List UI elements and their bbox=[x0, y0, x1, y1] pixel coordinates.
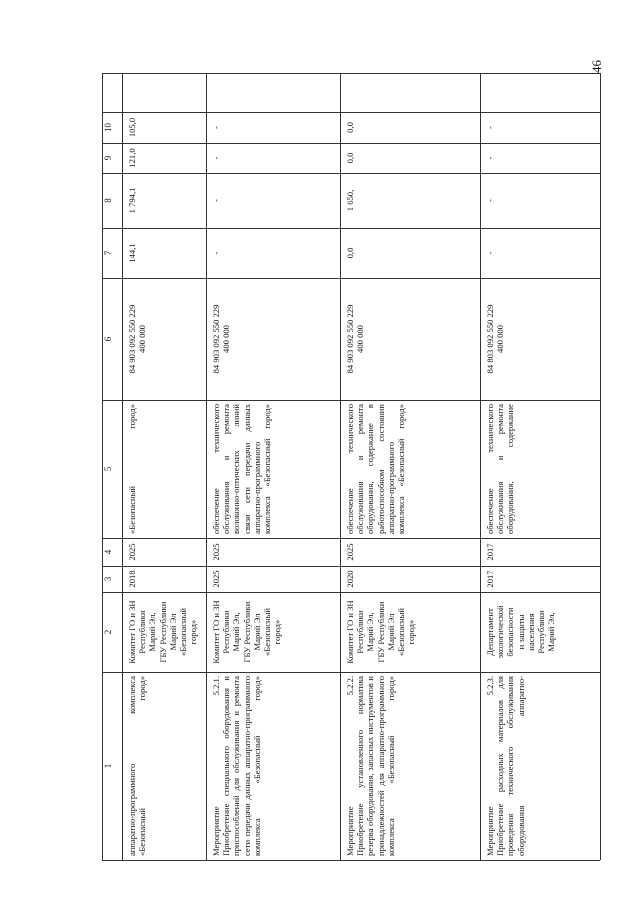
header-cell-3: 3 bbox=[103, 576, 113, 582]
table-border bbox=[600, 73, 601, 860]
row-2-cell-4: 2025 bbox=[211, 543, 221, 561]
row-4-cell-2: Департамент экологической безопасности и защиты населения Республики Марий Эл, bbox=[485, 605, 557, 659]
row-4-cell-3: 2017 bbox=[485, 570, 495, 588]
header-cell-4: 4 bbox=[103, 549, 113, 555]
row-4-cell-9: - bbox=[485, 156, 495, 160]
row-separator bbox=[480, 73, 481, 860]
row-1-cell-6: 84 903 092 550 229 400 000 bbox=[127, 304, 148, 374]
row-1-cell-9: 121,0 bbox=[127, 148, 137, 168]
row-4-cell-4: 2017 bbox=[485, 543, 495, 561]
header-cell-2: 2 bbox=[103, 629, 113, 635]
column-separator bbox=[102, 73, 600, 74]
row-1-cell-1: аппаратно-программного комплекса «Безопасный город» bbox=[127, 676, 148, 856]
row-4-cell-5: обеспечение технического обслуживания и ремонта оборудования, содержание bbox=[485, 404, 516, 534]
row-1-cell-4: 2025 bbox=[127, 543, 137, 561]
header-separator bbox=[122, 73, 123, 860]
row-4-cell-6: 84 803 092 550 229 400 000 bbox=[485, 304, 506, 374]
row-3-cell-6: 84 903 092 550 229 400 000 bbox=[345, 304, 366, 374]
row-3-cell-2: Комитет ГО и ЗН Республики Марий Эл, ГБУ Республики Марий Эл «Безопасный город» bbox=[345, 600, 417, 664]
row-3-cell-7: 0,0 bbox=[345, 247, 355, 259]
row-4-cell-7: - bbox=[485, 251, 495, 255]
row-3-cell-8: 1 650, bbox=[345, 189, 355, 212]
header-cell-8: 8 bbox=[103, 198, 113, 203]
row-4-cell-1: Мероприятие 5.2.3. Приобретение расходных материалов для проведения технического обслуживания оборудования аппаратно- bbox=[485, 676, 526, 856]
row-1-cell-3: 2018 bbox=[127, 570, 137, 588]
row-3-cell-1: Мероприятие 5.2.2. Приобретение установленного норматива резерва оборудования, запасных инструментов и принадлежностей для аппаратно-программного комплекса «Безопасный город» bbox=[345, 676, 396, 856]
page-number: 46 bbox=[589, 60, 604, 73]
row-2-cell-10: - bbox=[211, 126, 221, 129]
row-1-cell-2: Комитет ГО и ЗН Республики Марий Эл, ГБУ Республики Марий Эл «Безопасный город» bbox=[127, 600, 199, 664]
row-separator bbox=[206, 73, 207, 860]
header-cell-6: 6 bbox=[103, 336, 113, 342]
row-3-cell-5: обеспечение технического обслуживания и ремонта оборудования, содержание в работоспособном состоянии аппаратно-программного комплекса «Безопасный город» bbox=[345, 404, 407, 534]
row-2-cell-7: - bbox=[211, 251, 221, 255]
row-2-cell-5: обеспечение технического обслуживания и ремонта волоконно-оптических линий связи сети передачи данных аппаратно-программного комплекса «Безопасный город» bbox=[211, 404, 273, 534]
row-3-cell-4: 2025 bbox=[345, 543, 355, 561]
row-2-cell-6: 84 903 092 550 229 400 000 bbox=[211, 304, 232, 374]
row-3-cell-10: 0,0 bbox=[345, 122, 355, 133]
row-3-cell-3: 2020 bbox=[345, 570, 355, 588]
row-separator bbox=[340, 73, 341, 860]
row-4-cell-10: - bbox=[485, 126, 495, 129]
row-1-cell-8: 1 794,1 bbox=[127, 187, 137, 214]
header-cell-9: 9 bbox=[103, 155, 113, 161]
header-cell-7: 7 bbox=[103, 250, 113, 256]
row-2-cell-9: - bbox=[211, 156, 221, 160]
row-2-cell-2: Комитет ГО и ЗН Республики Марий Эл, ГБУ Республики Марий Эл «Безопасный город» bbox=[211, 600, 283, 664]
row-1-cell-10: 105,0 bbox=[127, 117, 137, 138]
header-cell-1: 1 bbox=[103, 763, 113, 769]
row-1-cell-7: 144,1 bbox=[127, 243, 137, 263]
column-separator bbox=[102, 860, 600, 861]
row-2-cell-8: - bbox=[211, 199, 221, 202]
header-cell-10: 10 bbox=[103, 123, 113, 132]
row-2-cell-1: Мероприятие 5.2.1. Приобретение специального оборудования и приспособлений для обслуживания и ремонта сети передачи данных аппаратно-программного комплекса «Безопасный город» bbox=[211, 676, 262, 856]
row-3-cell-9: 0,0 bbox=[345, 152, 355, 164]
header-cell-5: 5 bbox=[103, 466, 113, 472]
row-4-cell-8: - bbox=[485, 199, 495, 202]
row-1-cell-5: «Безопасный город» bbox=[127, 404, 137, 534]
row-2-cell-3: 2025 bbox=[211, 570, 221, 588]
